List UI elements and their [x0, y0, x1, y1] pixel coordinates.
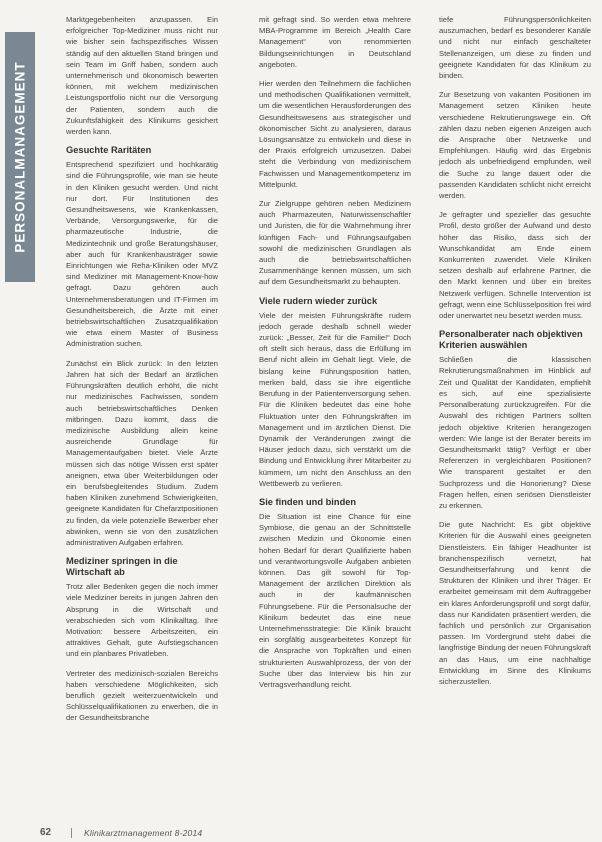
footer-divider [71, 828, 72, 838]
paragraph: Schließen die klassischen Rekrutierungsmaßnahmen im Hinblick auf Zeit und Qualität der Kandidaten, empfiehlt es sich, auf eine spezialisierte Personalberatung zurückzugreifen. Für die Auswahl des richtigen Partners sollten jedoch objektive Kriterien herangezogen werden: Wie lange ist der Berater bereits im Gesundheitsmarkt tätig? Verfügt er über Referenzen in vergleichbaren Positionen? Wie transparent gestaltet er den Suchprozess und die Honorierung? Diese Fragen helfen, einen seriösen Dienstleister zu erkennen. [439, 355, 591, 510]
subheading: Gesuchte Raritäten [66, 145, 152, 156]
paragraph: Die Situation ist eine Chance für eine Symbiose, die genau an der Schnittstelle zwischen Medizin und Ökonomie einen hohen Bedarf für derart Qualifizierte haben und verantwortungsvolle Aufgaben anbieten können. Das gilt sowohl für Top-Management der ärztlichen Direktion als auch in der kaufmännischen Führungsebene. Für die Personalsuche der Klinikum bedeutet das eine neue Unternehmensstrategie: Die Klinik braucht ein sorgfältig ausgearbeitetes Konzept für die Ansprache von Topkräften und einen strukturierten Auswahlprozess, der von der Suche über das Interview bis hin zur Vertragsverhandlung reicht. [259, 511, 411, 689]
paragraph: Entsprechend spezifiziert und hochkarätig sind die Führungsprofile, wie man sie heute in den Kliniken gesucht werden. Und nicht nur dort. Für Institutionen des Gesundheitswesens, wie Krankenkassen, Verbände, Versorgungswerke, für die pharmazeutische Industrie, die Medizintechnik und große Beratungshäuser, aber auch für Krankenhausträger sowie Einrichtungen wie Reha-Kliniken oder MVZ sind Mediziner mit Management-Know-how gefragt. Dazu gehören auch Unternehmensberatungen und IT-Firmen im Gesundheitsbereich, die Ärzte mit einer betriebswirtschaftlichen Zusatzqualifikation wie etwa einem Master of Business Administration suchen. [66, 160, 218, 349]
paragraph: Zunächst ein Blick zurück: In den letzten Jahren hat sich der Bedarf an ärztlichen Führungskräften deutlich erhöht, die nicht nur medizinisches Fachwissen, sondern auch betriebswirtschaftliches Denken mitbringen. Dazu kommt, dass die medizinische Ausbildung allein keine ausreichende Grundlage für Managementaufgaben bietet. Viele Ärzte müssen sich das nötige Wissen erst später aneignen, etwa über Weiterbildungen oder ein berufsbegleitendes Studium. Zudem haben Kliniken zunehmend Schwierigkeiten, geeignete Kandidaten für Chefarztpositionen zu finden, da viele potenzielle Bewerber eher abwinken, wenn sie von den zusätzlichen administrativen Aufgaben erfahren. [66, 358, 218, 547]
text-column-3 [439, 14, 591, 695]
subheading: Viele rudern wieder zurück [259, 295, 378, 306]
paragraph: Zur Besetzung von vakanten Positionen im Management setzen Kliniken heute verschiedene Rekrutierungswege ein. Oft zählen dazu neben eigenen Anzeigen auch die Ansprache über Netzwerke und Empfehlungen. Häufig wird das Ergebnis jedoch als unbefriedigend empfunden, weil die Suche zu lange dauert oder die passenden Kandidaten schlicht nicht erreicht werden. [439, 90, 591, 201]
paragraph: Zur Zielgruppe gehören neben Medizinern auch Pharmazeuten, Naturwissenschaftler und Juristen, die für die Wahrnehmung ihrer künftigen Fach- und Führungsaufgaben sowohl die medizinischen Grundlagen als auch die betriebswirtschaftlichen Zusammenhänge kennen müssen, um sich auf dem Gesundheitsmarkt zu behaupten. [259, 199, 411, 287]
text-column-2 [259, 14, 411, 698]
subheading: Mediziner springen in die Wirtschaft ab [66, 556, 178, 578]
subheading: Sie finden und binden [259, 496, 357, 507]
paragraph: Die gute Nachricht: Es gibt objektive Kriterien für die Auswahl eines geeigneten Dienstleisters. Ein fähiger Headhunter ist branchenspezifisch vernetzt, hat Gesundheitserfahrung und kennt die Strukturen der Kliniken und ihrer Träger. Er erarbeitet gemeinsam mit dem Auftraggeber ein klares Anforderungsprofil und sorgt dafür, dass nur Kandidaten präsentiert werden, die fachlich und persönlich zur Organisation passen. Im Vordergrund steht dabei die langfristige Bindung der neuen Führungskraft an das Haus, um eine nachhaltige Entwicklung im Sinne des Klinikums sicherzustellen. [439, 520, 591, 686]
paragraph: Hier werden den Teilnehmern die fachlichen und methodischen Qualifikationen vermittelt, um die wesentlichen Herausforderungen des Gesundheitswesens aus strategischer und ökonomischer Sicht zu analysieren, daraus Lösungsansätze zu entwickeln und diese in der Praxis erfolgreich umzusetzen. Dabei steht die Verbindung von medizinischem Fachwissen und Managementkompetenz im Mittelpunkt. [259, 79, 411, 189]
journal-title: Klinikarztmanagement 8-2014 [84, 828, 203, 838]
paragraph: Marktgegebenheiten anzupassen. Ein erfolgreicher Top-Mediziner muss nicht nur wie bisher sein fachspezifisches Wissen ständig auf den aktuellen Stand bringen und sein Team im Griff haben, sondern auch unternehmerisch und ökonomisch bewerten können, mit welchem medizinischen Leistungsportfolio nicht nur die Versorgung der Patienten, sondern auch die Zukunftsfähigkeit des Klinikums gesichert werden kann. [66, 15, 218, 137]
paragraph: Je gefragter und spezieller das gesuchte Profil, desto größer der Aufwand und desto höher das Risiko, dass sich der Wunschkandidat am Ende einem Konkurrenten zuwendet. Viele Kliniken setzen deshalb auf erfahrene Partner, die den Markt kennen und über ein breites Netzwerk verfügen. Schnelle Intervention ist gefragt, wenn eine Schlüsselposition frei wird oder unerwartet neu besetzt werden muss. [439, 210, 591, 321]
paragraph: Vertreter des medizinisch-sozialen Bereichs haben verschiedene Möglichkeiten, sich beruflich gezielt weiterzuentwickeln und Schlüsselqualifikationen zu erwerben, die in der Gesundheitsbranche [66, 668, 218, 723]
paragraph: mit gefragt sind. So werden etwa mehrere MBA-Programme im Bereich „Health Care Management“ von renommierten Bildungseinrichtungen in Deutschland angeboten. [259, 15, 411, 69]
text-column-1 [66, 14, 218, 732]
paragraph: Viele der meisten Führungskräfte rudern jedoch gerade deshalb schnell wieder zurück: „Besser, Zeit für die Familie!“ Doch oft stellt sich heraus, dass die Erfüllung im Beruf nicht allein im Gehalt liegt. Viele, die bislang keine Führungsposition hatten, merken bald, dass sie ihre eigentliche Berufung in der Patientenversorgung sehen. Für die Kliniken bedeutet das eine hohe Fluktuation unter den Führungskräften im Management und im ärztlichen Dienst. Die Dynamik der Veränderungen zwingt die Häuser jedoch dazu, sich verstärkt um die Bindung und Entwicklung ihrer Mitarbeiter zu kümmern, um nicht den Anschluss an den Wettbewerb zu verlieren. [259, 310, 411, 488]
subheading: Personalberater nach objektiven Kriterien auswählen [439, 329, 583, 351]
paragraph: tiefe Führungspersönlichkeiten auszumachen, bedarf es besonderer Kanäle und nicht nur einfach geschalteter Stellenanzeigen, um diese zu finden und geeignete Kandidaten für das Klinikum zu binden. [439, 15, 591, 81]
page-number: 62 [40, 827, 52, 838]
paragraph: Trotz aller Bedenken gegen die noch immer viele Mediziner bereits in jungen Jahren den Absprung in die Wirtschaft und verabschieden sich vom Klinikalltag. Ihre Motivation: bessere Arbeitszeiten, ein attraktives Gehalt, gute Aufstiegschancen und ein planbares Privatleben. [66, 582, 218, 659]
page-footer [40, 827, 580, 839]
section-label: PERSONALMANAGEMENT [12, 61, 28, 253]
